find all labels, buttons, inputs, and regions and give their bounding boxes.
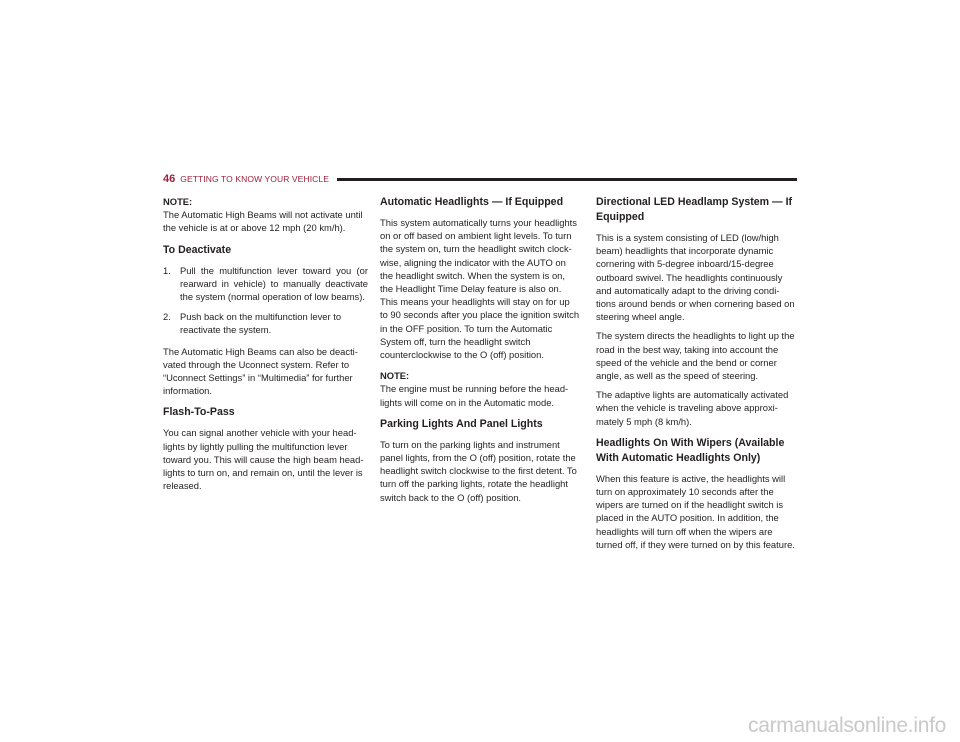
step-text: Pull the multifunction lever toward you (or rearward in vehicle) to manually deactivate the system (normal operation of low beams). [180,264,368,303]
page-header [163,172,797,186]
list-item [163,264,368,304]
led-paragraph-1: This is a system consisting of LED (low/high beam) headlights that incorporate dynamic cornering with 5-degree inboard/15-degree outboard swivel. The headlights continuously and automatically adapt to the driving condi- tions around bends or when cornering based on steering wheel angle. [596,232,795,323]
step-number: 2. [163,311,171,323]
wipers-paragraph: When this feature is active, the headlights will turn on approximately 10 seconds after the wipers are turned on if the headlight switch is placed in the AUTO position. In addition, the headlights will turn off when the wipers are turned off, if they were turned on by this feature. [596,472,795,550]
page-number: 46 [163,173,176,185]
step-text: Push back on the multifunction lever to reactivate the system. [180,311,342,336]
automatic-headlights-paragraph: This system automatically turns your headlights on or off based on ambient light levels. To turn the system on, turn the headlight switch clock- wise, aligning the indicator with the AUTO on the headlight switch. When the system is on, the Headlight Time Delay feature is also on. This means your headlights will stay on for up to 90 seconds after you place the ignition switch in the OFF position. To turn the Automatic System off, turn the headlight switch counterclockwise to the O (off) position. [380,217,580,361]
note-text: The engine must be running before the head- lights will come on in the Automatic mode. [380,383,569,408]
column-3 [596,195,798,557]
watermark-text: carmanualsonline.info [748,714,946,737]
heading-headlights-with-wipers: Headlights On With Wipers (Available With Automatic Headlights Only) [596,436,785,464]
column-2 [380,195,580,510]
note-label: NOTE: [163,196,193,207]
flash-paragraph: You can signal another vehicle with your head- lights by lightly pulling the multifunction lever toward you. This will cause the high beam head- lights to turn on, and remain on, until the lever is released. [163,427,364,492]
heading-parking-lights: Parking Lights And Panel Lights [380,417,543,430]
column-1 [163,195,368,498]
parking-lights-paragraph: To turn on the parking lights and instrument panel lights, from the O (off) position, rotate the headlight switch clockwise to the first detent. To turn off the parking lights, rotate the headlight switch back to the O (off) position. [380,438,577,503]
led-paragraph-2: The system directs the headlights to light up the road in the best way, taking into account the speed of the vehicle and the bend or corner angle, as well as the speed of steering. [596,330,795,382]
heading-automatic-headlights: Automatic Headlights — If Equipped [380,196,564,208]
note-text: The Automatic High Beams will not activate until the vehicle is at or above 12 mph (20 km/h). [163,209,363,234]
led-paragraph-3: The adaptive lights are automatically activated when the vehicle is traveling above approxi- mately 5 mph (8 km/h). [596,389,789,427]
deactivate-steps [163,264,368,337]
note-label: NOTE: [380,370,410,382]
section-title: GETTING TO KNOW YOUR VEHICLE [180,174,329,184]
heading-directional-led: Directional LED Headlamp System — If Equipped [596,196,793,223]
step-number: 1. [163,264,171,276]
heading-flash-to-pass: Flash-To-Pass [163,406,235,419]
list-item [163,310,368,336]
heading-to-deactivate: To Deactivate [163,243,232,256]
header-rule [337,178,797,181]
uconnect-paragraph: The Automatic High Beams can also be deacti- vated through the Uconnect system. Refer to “Uconnect Settings” in “Multimedia” for further information. [163,345,358,397]
